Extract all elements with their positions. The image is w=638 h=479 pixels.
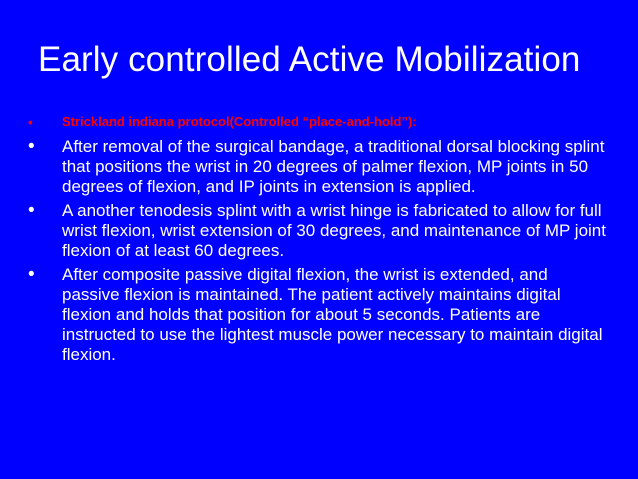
bullet-marker: •	[28, 136, 35, 157]
bullet-item-dorsal-splint	[28, 137, 608, 197]
bullet-item-place-and-hold	[28, 265, 608, 365]
bullet-item-tenodesis-splint	[28, 201, 608, 261]
bullet-marker: •	[28, 200, 35, 221]
bullet-marker: •	[28, 264, 35, 285]
bullet-text: After composite passive digital flexion, the wrist is extended, and passive flexion is maintained. The patient actively maintains digital flexion and holds that position for about 5 seconds. Patients are instructed to use the lightest muscle power necessary to maintain digital flexion.	[62, 265, 603, 364]
bullet-text: Strickland indiana protocol(Controlled “place-and-hold”):	[62, 114, 417, 129]
bullet-marker: •	[28, 114, 33, 130]
bullet-list	[28, 113, 608, 369]
bullet-text: After removal of the surgical bandage, a traditional dorsal blocking splint that positions the wrist in 20 degrees of palmer flexion, MP joints in 50 degrees of flexion, and IP joints in extension is applied.	[62, 137, 605, 196]
bullet-item-protocol	[28, 113, 608, 131]
slide-title: Early controlled Active Mobilization	[38, 40, 581, 79]
bullet-text: A another tenodesis splint with a wrist hinge is fabricated to allow for full wrist flexion, wrist extension of 30 degrees, and maintenance of MP joint flexion of at least 60 degrees.	[62, 201, 606, 260]
